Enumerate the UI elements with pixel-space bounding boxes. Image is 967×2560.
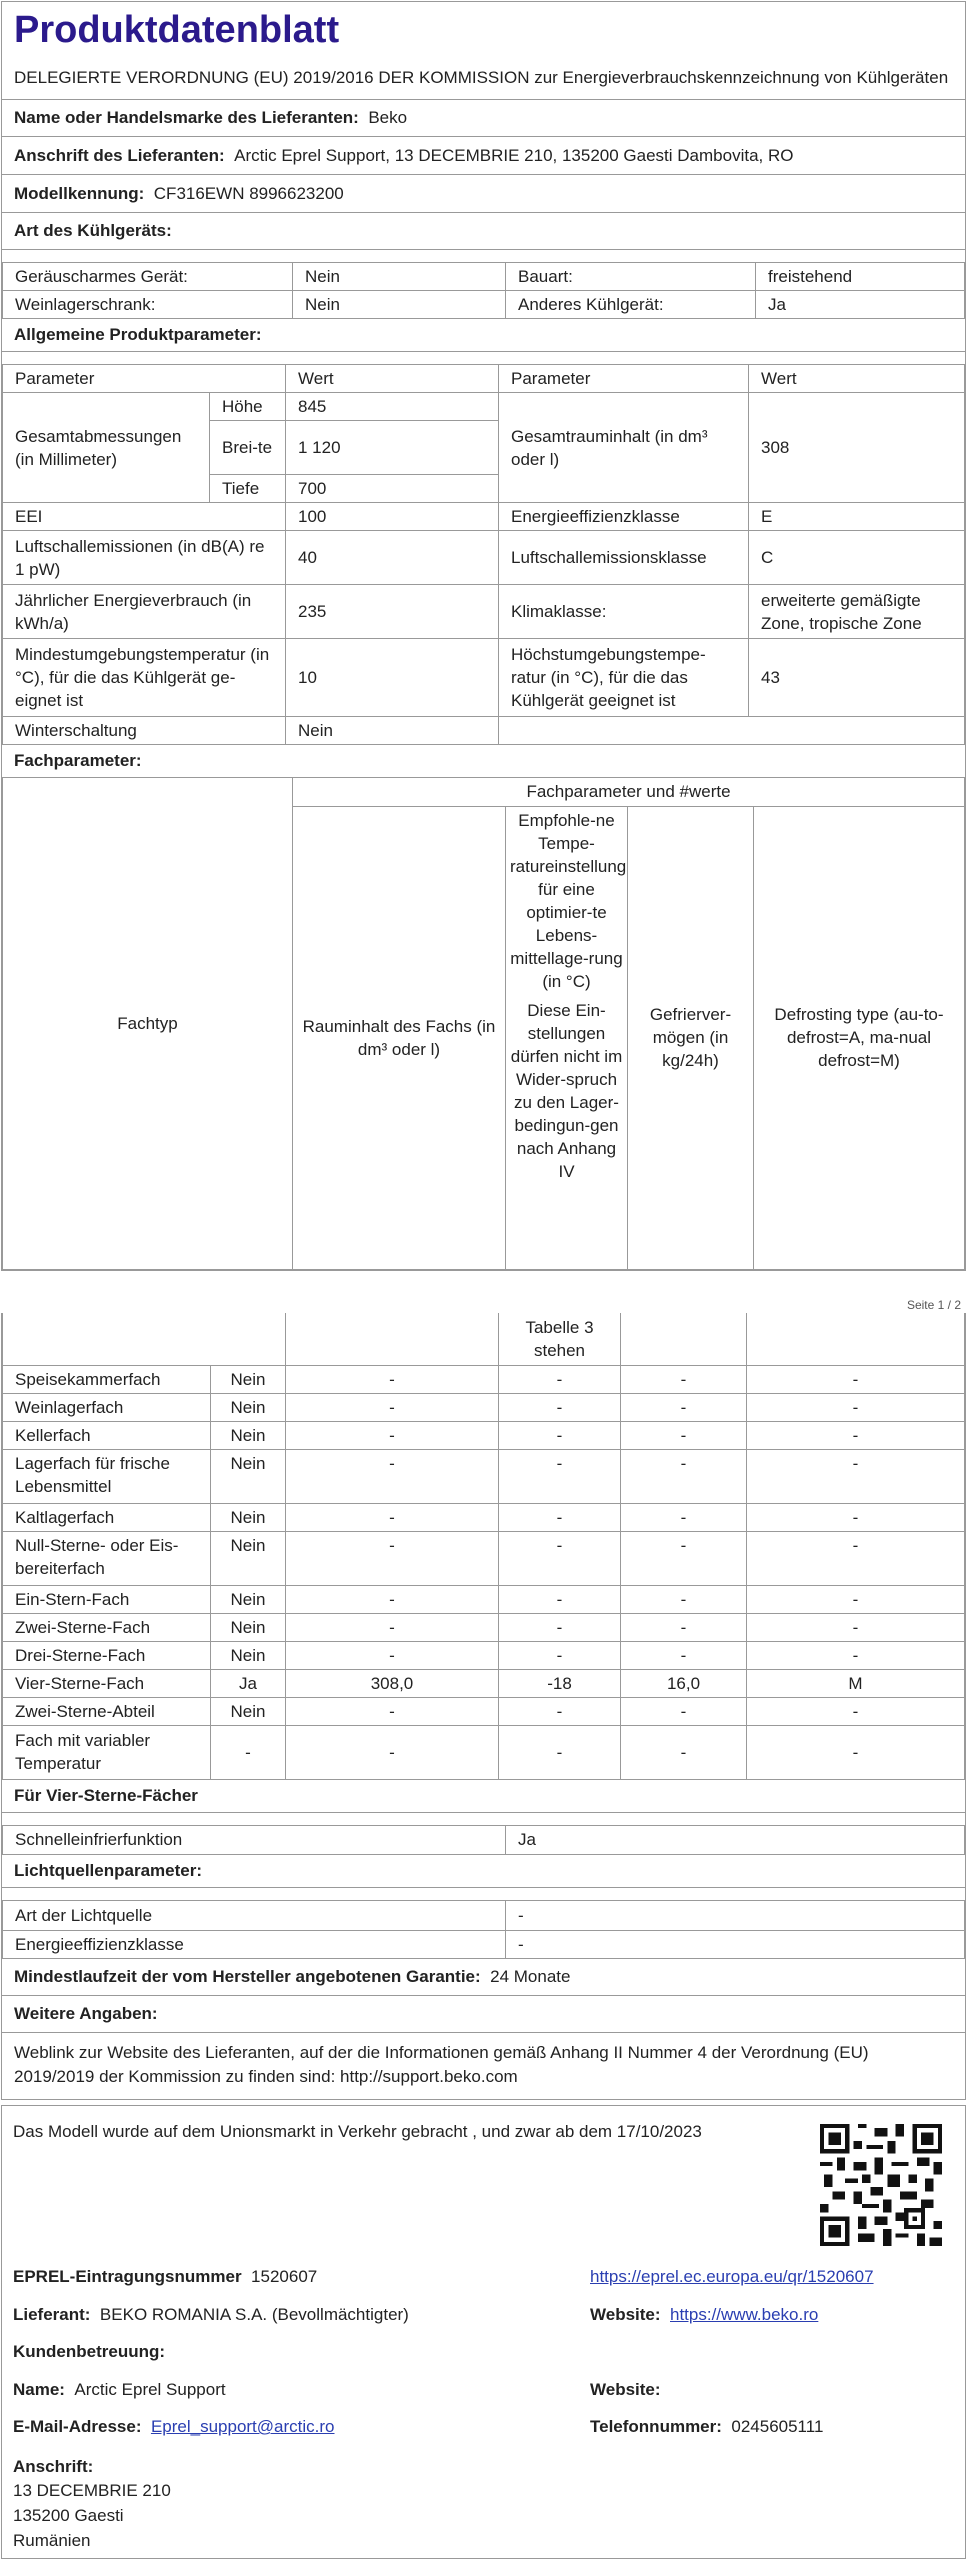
table-cell: - [621, 1697, 747, 1725]
table-cell: erweiterte gemäßigte Zone, tropische Zone [749, 585, 965, 639]
header-cell: Wert [749, 365, 965, 393]
dimensions-label: Gesamtabmessungen (in Millimeter) [3, 393, 210, 503]
market-text: Das Modell wurde auf dem Unionsmarkt in Verkehr gebracht , und zwar ab dem 17/10/2023 [13, 2122, 702, 2141]
table-cell: Nein [211, 1641, 286, 1669]
appliance-type-label: Art des Kühlgeräts: [14, 221, 172, 240]
table-cell: - [499, 1365, 621, 1393]
table-cell: - [621, 1421, 747, 1449]
table-cell: - [286, 1449, 499, 1503]
table-cell: - [499, 1697, 621, 1725]
table-cell: Mindestumgebungstemperatur (in °C), für die das Kühlgerät ge-eignet ist [3, 639, 286, 717]
table-row [3, 639, 965, 717]
appliance-type-row [2, 213, 965, 250]
table-cell: - [286, 1585, 499, 1613]
temp-header-note: Diese Ein-stellungen dürfen nicht im Wider-spruch zu den Lager-bedingun-gen nach Anhang IV [510, 1000, 623, 1181]
website-label: Website: [590, 2305, 661, 2324]
table-cell: - [499, 1531, 621, 1585]
compartment-name: Ein-Stern-Fach [3, 1585, 211, 1613]
address-line: Rumänien [13, 2531, 91, 2550]
eprel-value: 1520607 [251, 2267, 318, 2286]
warranty-value: 24 Monate [490, 1966, 571, 1986]
warranty-label: Mindestlaufzeit der vom Hersteller angebotenen Garantie: [14, 1966, 481, 1986]
table-cell: - [286, 1725, 499, 1779]
supplier-name-label: Name oder Handelsmarke des Lieferanten: [14, 108, 359, 127]
table-cell: 10 [286, 639, 499, 717]
supplier-name-row [2, 100, 965, 137]
table-cell: Jährlicher Energieverbrauch (in kWh/a) [3, 585, 286, 639]
table-row [3, 1503, 965, 1531]
compartment-name: Kellerfach [3, 1421, 211, 1449]
table-cell: - [747, 1531, 965, 1585]
eprel-label: EPREL-Eintragungsnummer [13, 2267, 242, 2286]
table-row [3, 1313, 965, 1365]
table-cell: 100 [286, 503, 499, 531]
further-info-row [2, 1996, 965, 2033]
address-line: 135200 Gaesti [13, 2506, 124, 2525]
qr-code-icon[interactable] [820, 2124, 942, 2246]
table-cell: - [621, 1641, 747, 1669]
light-class-value: - [506, 1930, 965, 1958]
table-row [3, 717, 965, 745]
table-cell: EEI [3, 503, 286, 531]
table-cell: Nein [211, 1531, 286, 1585]
table-row [3, 393, 965, 421]
table-cell: - [286, 1613, 499, 1641]
table-cell: - [286, 1393, 499, 1421]
compartment-name: Weinlagerfach [3, 1393, 211, 1421]
four-star-table [2, 1826, 965, 1856]
website2-label: Website: [590, 2380, 661, 2399]
product-datasheet [1, 1, 966, 1271]
table-row [3, 1365, 965, 1393]
compartment-name: Zwei-Sterne-Abteil [3, 1697, 211, 1725]
empty-cell [747, 1313, 965, 1365]
table-cell: - [621, 1613, 747, 1641]
table-cell: Ja [756, 291, 965, 319]
table-cell: Nein [211, 1585, 286, 1613]
empty-cell [286, 1313, 499, 1365]
phone-value: 0245605111 [731, 2417, 824, 2436]
table-row [3, 1930, 965, 1958]
light-type-value: - [506, 1901, 965, 1930]
table-cell: - [499, 1393, 621, 1421]
header-cell: Wert [286, 365, 499, 393]
header-cell: Parameter [499, 365, 749, 393]
table-cell: Energieeffizienzklasse [499, 503, 749, 531]
table-cell: Nein [211, 1393, 286, 1421]
table-cell: Anderes Kühlgerät: [506, 291, 756, 319]
table-cell: - [621, 1531, 747, 1585]
table-cell: - [747, 1697, 965, 1725]
depth-value: 700 [286, 475, 499, 503]
table-cell: Luftschallemissionsklasse [499, 531, 749, 585]
table-cell: 308,0 [286, 1669, 499, 1697]
empty-cell [499, 717, 965, 745]
compartment-header-table [2, 778, 965, 1270]
table-row [3, 1725, 965, 1779]
model-value: CF316EWN 8996623200 [153, 183, 344, 203]
compartment-name: Speisekammerfach [3, 1365, 211, 1393]
appliance-type-table [2, 263, 965, 319]
model-row [2, 175, 965, 213]
empty-cell [621, 1313, 747, 1365]
eprel-row [13, 2265, 317, 2288]
compartment-params-row [2, 745, 965, 778]
supplier-address-row [2, 137, 965, 175]
market-info-box [1, 2105, 966, 2559]
table-cell: Weinlagerschrank: [3, 291, 293, 319]
table-cell: - [621, 1393, 747, 1421]
light-type-label: Art der Lichtquelle [3, 1901, 506, 1930]
table-cell: Nein [211, 1503, 286, 1531]
table-cell: - [211, 1725, 286, 1779]
compartment-table [2, 1313, 965, 1780]
table-cell: Nein [293, 263, 506, 291]
temp-header-note-cont: Tabelle 3 stehen [499, 1313, 621, 1365]
table-row [3, 1826, 965, 1855]
table-cell: - [747, 1641, 965, 1669]
general-params-label: Allgemeine Produktparameter: [14, 325, 262, 344]
table-cell: - [621, 1503, 747, 1531]
eprel-link[interactable]: https://eprel.ec.europa.eu/qr/1520607 [590, 2267, 874, 2286]
winter-value: Nein [286, 717, 499, 745]
phone-row [590, 2415, 823, 2438]
height-value: 845 [286, 393, 499, 421]
volume-header: Rauminhalt des Fachs (in dm³ oder l) [293, 806, 506, 1270]
light-class-label: Energieeffizienzklasse [3, 1930, 506, 1958]
compartment-name: Kaltlagerfach [3, 1503, 211, 1531]
table-row [3, 1697, 965, 1725]
winter-label: Winterschaltung [3, 717, 286, 745]
table-cell: Nein [211, 1449, 286, 1503]
table-cell: Nein [293, 291, 506, 319]
table-cell: - [747, 1393, 965, 1421]
table-cell: - [286, 1697, 499, 1725]
table-row [3, 1669, 965, 1697]
table-cell: Nein [211, 1613, 286, 1641]
table-cell: - [621, 1725, 747, 1779]
temp-header-text: Empfohle-ne Tempe-ratureinstellung für eine optimier-te Lebens-mittellage-rung (in °C) [510, 810, 627, 991]
table-row [3, 1641, 965, 1669]
table-cell: -18 [499, 1669, 621, 1697]
table-cell: Ja [211, 1669, 286, 1697]
table-cell: - [499, 1421, 621, 1449]
table-row [3, 585, 965, 639]
name-value: Arctic Eprel Support [74, 2380, 226, 2399]
further-info-label: Weitere Angaben: [14, 2003, 158, 2023]
table-cell: - [621, 1365, 747, 1393]
supplier-label: Lieferant: [13, 2305, 91, 2324]
table-cell: - [499, 1641, 621, 1669]
table-cell: - [747, 1421, 965, 1449]
table-cell: E [749, 503, 965, 531]
customer-service-label: Kundenbetreuung: [13, 2342, 166, 2361]
table-cell: - [499, 1449, 621, 1503]
table-row [3, 1421, 965, 1449]
compartment-name: Lagerfach für frische Lebensmittel [3, 1449, 211, 1503]
email-label: E-Mail-Adresse: [13, 2417, 142, 2436]
table-cell: - [747, 1585, 965, 1613]
table-cell: 16,0 [621, 1669, 747, 1697]
phone-label: Telefonnummer: [590, 2417, 722, 2436]
table-header-row [3, 365, 965, 393]
table-cell: Nein [211, 1365, 286, 1393]
table-cell: - [621, 1585, 747, 1613]
further-info-text: Weblink zur Website des Lieferanten, auf der die Informationen gemäß Anhang II Nummer 4 der Verordnung (EU) 2019/2019 der Kommission zu finden sind: http://support.beko.com [14, 2042, 869, 2086]
table-cell: - [747, 1613, 965, 1641]
table-row [3, 263, 965, 291]
general-params-table [2, 365, 965, 745]
table-row [3, 1585, 965, 1613]
table-cell: Nein [211, 1697, 286, 1725]
table-cell: C [749, 531, 965, 585]
table-cell: - [499, 1725, 621, 1779]
page-number: Seite 1 / 2 [906, 1298, 961, 1312]
table-cell: - [286, 1503, 499, 1531]
width-label: Brei-te [210, 421, 286, 475]
compartment-name: Fach mit variabler Temperatur [3, 1725, 211, 1779]
table-cell: - [286, 1531, 499, 1585]
table-row [3, 531, 965, 585]
regulation-subtitle: DELEGIERTE VERORDNUNG (EU) 2019/2016 DER KOMMISSION zur Energieverbrauchskennzeichnung von Kühlgeräten [2, 56, 965, 100]
supplier-address-value: Arctic Eprel Support, 13 DECEMBRIE 210, 135200 Gaesti Dambovita, RO [234, 145, 794, 165]
table-cell: Geräuscharmes Gerät: [3, 263, 293, 291]
compartment-name: Zwei-Sterne-Fach [3, 1613, 211, 1641]
table-row [3, 503, 965, 531]
supplier-address-label: Anschrift des Lieferanten: [14, 145, 225, 165]
table-cell: - [286, 1641, 499, 1669]
temp-header [506, 806, 628, 1270]
table-cell: - [621, 1449, 747, 1503]
empty-cell [3, 1313, 286, 1365]
address-line: 13 DECEMBRIE 210 [13, 2481, 171, 2500]
table-cell: freistehend [756, 263, 965, 291]
table-cell: 235 [286, 585, 499, 639]
table-header-row [3, 778, 965, 806]
four-star-label: Für Vier-Sterne-Fächer [14, 1785, 198, 1805]
table-cell: - [286, 1365, 499, 1393]
height-label: Höhe [210, 393, 286, 421]
table-cell: Klimaklasse: [499, 585, 749, 639]
table-cell: - [499, 1503, 621, 1531]
table-cell: - [747, 1503, 965, 1531]
email-link[interactable]: Eprel_support@arctic.ro [150, 2417, 335, 2436]
table-row [3, 1531, 965, 1585]
compartment-params-label: Fachparameter: [14, 751, 142, 770]
fast-freeze-label: Schnelleinfrierfunktion [3, 1826, 506, 1855]
email-row [13, 2415, 335, 2438]
group-header: Fachparameter und #werte [293, 778, 965, 806]
website-link[interactable]: https://www.beko.ro [670, 2305, 819, 2324]
warranty-row [2, 1959, 965, 1996]
table-cell: Nein [211, 1421, 286, 1449]
total-volume-value: 308 [749, 393, 965, 503]
website-row [590, 2303, 818, 2326]
light-params-row [2, 1855, 965, 1888]
table-cell: - [499, 1613, 621, 1641]
table-cell: - [747, 1449, 965, 1503]
total-volume-label: Gesamtrauminhalt (in dm³ oder l) [499, 393, 749, 503]
table-cell: Luftschallemissionen (in dB(A) re 1 pW) [3, 531, 286, 585]
general-params-row [2, 319, 965, 352]
table-cell: 40 [286, 531, 499, 585]
supplier-value: BEKO ROMANIA S.A. (Bevollmächtigter) [99, 2305, 409, 2324]
table-row [3, 291, 965, 319]
table-cell: M [747, 1669, 965, 1697]
compartment-name: Vier-Sterne-Fach [3, 1669, 211, 1697]
table-cell: - [286, 1421, 499, 1449]
table-cell: - [747, 1725, 965, 1779]
datasheet-page-2 [1, 1313, 966, 2100]
table-cell: Höchstumgebungstempe-ratur (in °C), für die das Kühlgerät geeignet ist [499, 639, 749, 717]
table-row [3, 1901, 965, 1930]
table-cell: - [747, 1365, 965, 1393]
header-cell: Parameter [3, 365, 286, 393]
width-value: 1 120 [286, 421, 499, 475]
supplier-row [13, 2303, 409, 2326]
name-label: Name: [13, 2380, 65, 2399]
defrost-header: Defrosting type (au-to-defrost=A, ma-nual defrost=M) [754, 806, 965, 1270]
table-cell: - [499, 1585, 621, 1613]
light-table [2, 1901, 965, 1959]
table-row [3, 1613, 965, 1641]
depth-label: Tiefe [210, 475, 286, 503]
freeze-header: Gefrierver-mögen (in kg/24h) [628, 806, 754, 1270]
page-title: Produktdatenblatt [14, 9, 340, 51]
fast-freeze-value: Ja [506, 1826, 965, 1855]
table-cell: 43 [749, 639, 965, 717]
compartment-name: Drei-Sterne-Fach [3, 1641, 211, 1669]
light-params-label: Lichtquellenparameter: [14, 1861, 202, 1880]
fachtyp-header: Fachtyp [3, 778, 293, 1270]
four-star-row [2, 1780, 965, 1813]
contact-name-row [13, 2378, 226, 2401]
table-row [3, 1393, 965, 1421]
model-label: Modellkennung: [14, 183, 145, 203]
address-label: Anschrift: [13, 2457, 94, 2476]
supplier-name-value: Beko [368, 108, 408, 127]
table-row [3, 1449, 965, 1503]
compartment-name: Null-Sterne- oder Eis-bereiterfach [3, 1531, 211, 1585]
table-cell: Bauart: [506, 263, 756, 291]
